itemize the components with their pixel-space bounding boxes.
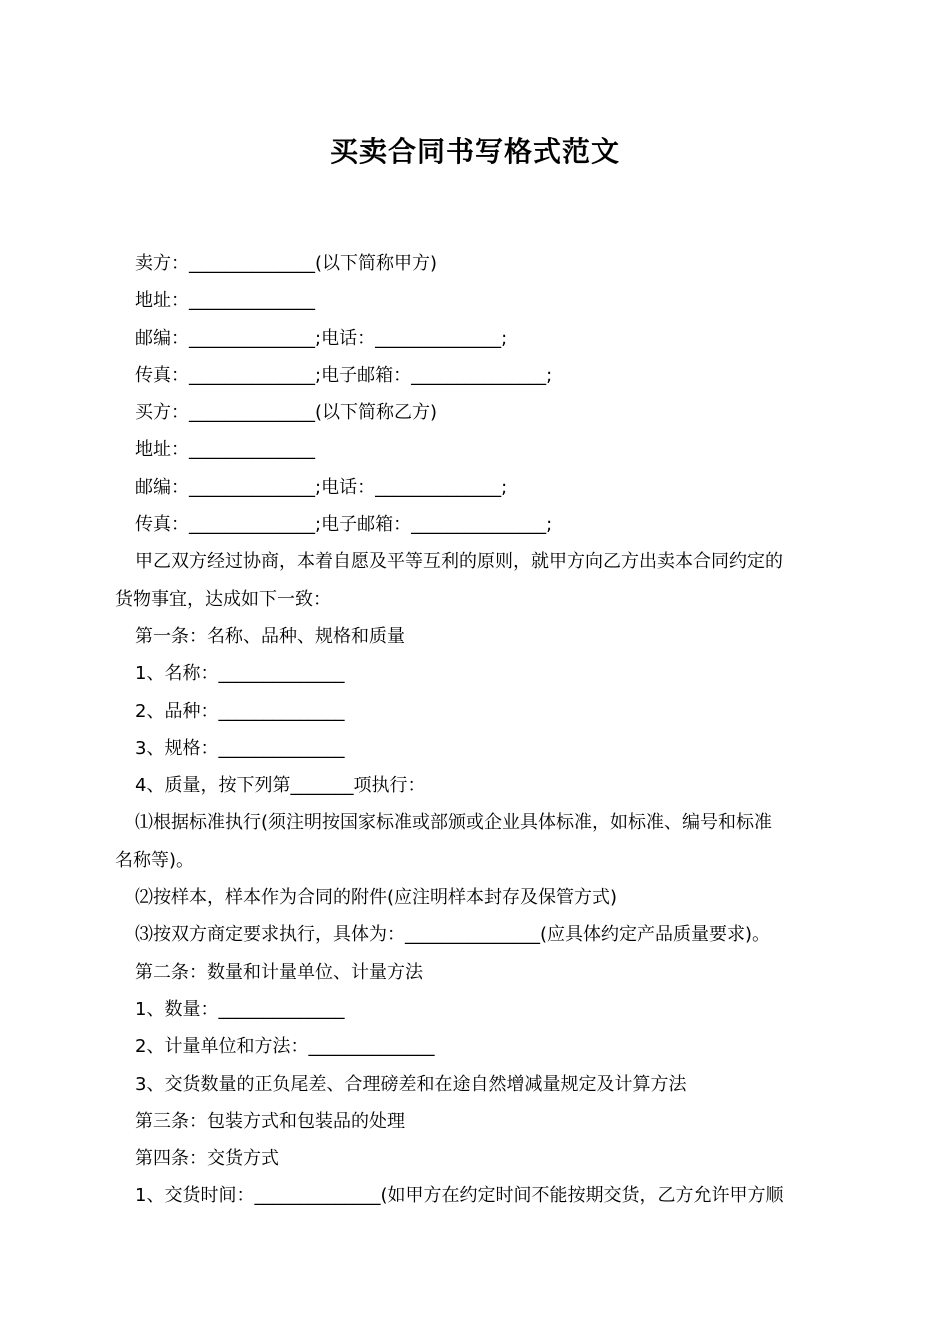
article-1-item-spec: 3、规格：______________ [135, 737, 345, 759]
article-2-item-unit-method: 2、计量单位和方法：______________ [135, 1036, 435, 1058]
agreement-paragraph-line-2: 货物事宜，达成如下一致： [115, 588, 331, 610]
seller-address-line: 地址：______________ [135, 290, 315, 312]
seller-postcode-phone-line: 邮编：______________;电话：______________; [135, 327, 508, 349]
quality-option-1-line-1: ⑴根据标准执行(须注明按国家标准或部颁或企业具体标准，如标准、编号和标准 [135, 812, 773, 834]
buyer-address-line: 地址：______________ [135, 439, 315, 461]
agreement-paragraph-line-1: 甲乙双方经过协商，本着自愿及平等互利的原则，就甲方向乙方出卖本合同约定的 [135, 551, 783, 573]
article-1-item-variety: 2、品种：______________ [135, 700, 345, 722]
quality-option-1-line-2: 名称等)。 [115, 849, 195, 871]
article-3-heading: 第三条：包装方式和包装品的处理 [135, 1110, 405, 1132]
article-4-heading: 第四条：交货方式 [135, 1148, 279, 1170]
buyer-postcode-phone-line: 邮编：______________;电话：______________; [135, 476, 508, 498]
seller-name-line: 卖方：______________(以下简称甲方) [135, 253, 438, 274]
article-2-heading: 第二条：数量和计量单位、计量方法 [135, 961, 423, 983]
quality-option-3: ⑶按双方商定要求执行，具体为：_______________(应具体约定产品质量要求)。 [135, 924, 771, 946]
article-1-item-quality: 4、质量，按下列第_______项执行： [135, 775, 426, 797]
article-2-item-tolerance: 3、交货数量的正负尾差、合理磅差和在途自然增减量规定及计算方法 [135, 1073, 687, 1095]
article-1-item-name: 1、名称：______________ [135, 663, 345, 685]
seller-fax-email-line: 传真：______________;电子邮箱：_______________; [135, 364, 553, 386]
contract-body [115, 245, 840, 1215]
article-4-item-delivery-time: 1、交货时间：______________(如甲方在约定时间不能按期交货，乙方允许甲方顺 [135, 1185, 784, 1207]
quality-option-2: ⑵按样本，样本作为合同的附件(应注明样本封存及保管方式) [135, 887, 618, 909]
buyer-name-line: 买方：______________(以下简称乙方) [135, 402, 438, 424]
article-2-item-quantity: 1、数量：______________ [135, 998, 345, 1020]
buyer-fax-email-line: 传真：______________;电子邮箱：_______________; [135, 514, 553, 536]
document-title: 买卖合同书写格式范文 [329, 135, 620, 168]
article-1-heading: 第一条：名称、品种、规格和质量 [135, 625, 405, 647]
